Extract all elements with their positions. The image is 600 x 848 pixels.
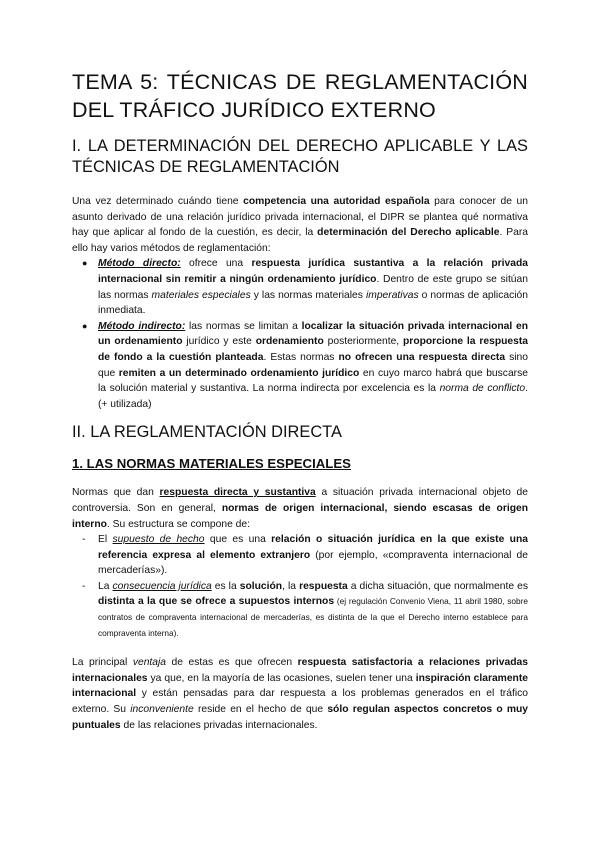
dash-icon: - <box>82 580 86 592</box>
text-run: y están pensadas para dar respuesta a los problemas generados en el tráfico externo. Su <box>72 688 528 716</box>
text-run: reside en el hecho de que <box>193 704 328 716</box>
text-run: Método indirecto: <box>98 320 186 332</box>
text-run: supuesto de hecho <box>112 534 205 546</box>
text-run: respuesta <box>299 580 348 592</box>
subsection-heading-text: 1. LAS NORMAS MATERIALES ESPECIALES <box>72 456 351 472</box>
text-run: sólo regulan aspectos concretos o muy puntuales <box>72 704 528 731</box>
text-run: que es una <box>204 534 272 546</box>
section-2-closing <box>72 655 528 733</box>
bullet-icon: ● <box>82 320 88 331</box>
text-run: respuesta directa y sustantiva <box>159 487 316 499</box>
text-run: (por ejemplo, «compraventa internacional de mercaderías»). <box>98 549 528 577</box>
text-run: consecuencia jurídica <box>112 580 212 592</box>
text-run: . Estas normas <box>263 351 339 363</box>
text-run: ya que, en la mayoría de las ocasiones, suelen tener una <box>147 672 416 684</box>
text-run: de estas es que ofrecen <box>166 657 298 669</box>
text-run: posteriormente, <box>323 336 404 348</box>
text-run: o normas de aplicación inmediata. <box>98 289 528 317</box>
text-run: El <box>98 534 113 546</box>
section-2-intro <box>72 485 528 532</box>
text-run: respuesta satisfactoria a relaciones privadas internacionales <box>72 657 528 684</box>
list-item-text <box>98 534 528 576</box>
list-item-indirect-method <box>72 319 528 413</box>
text-run: . Su estructura se compone de: <box>106 518 250 530</box>
list-item-consecuencia <box>72 579 528 641</box>
document-title <box>72 68 528 124</box>
text-run: , la <box>282 580 300 592</box>
bullet-icon: ● <box>82 258 88 269</box>
text-run: . (+ utilizada) <box>98 383 528 410</box>
text-run: solución <box>239 580 283 592</box>
section-1-heading: I. LA DETERMINACIÓN DEL DERECHO APLICABLE Y LAS TÉCNICAS DE REGLAMENTACIÓN <box>72 137 528 176</box>
text-run: La principal <box>72 657 133 669</box>
text-run: jurídico y este <box>182 336 256 348</box>
title-line-2: DEL TRÁFICO JURÍDICO EXTERNO <box>72 98 436 122</box>
text-run: ofrece una <box>180 258 252 270</box>
methods-list <box>72 256 528 412</box>
text-run: normas de origen internacional, siendo escasas de origen interno <box>72 502 528 530</box>
text-run: Una vez determinado cuándo tiene <box>72 196 244 207</box>
text-run: determinación del Derecho aplicable <box>317 227 500 239</box>
text-run: localizar la situación privada internacional en un ordenamiento <box>98 320 529 348</box>
text-run: inspiración claramente internacional <box>72 672 529 700</box>
text-run: (ej regulación Convenio Viena, 11 abril 1980, sobre contratos de compraventa internacional de mercaderías, es distinta de la que el Derecho interno establece para compraventa interna). <box>98 596 528 638</box>
list-item-supuesto <box>72 532 528 579</box>
text-run: a dicha situación, que normalmente es <box>347 580 528 592</box>
document-page <box>72 68 528 733</box>
text-run: norma de conflicto <box>439 383 526 395</box>
text-run: imperativas <box>365 289 419 301</box>
text-run: materiales especiales <box>151 289 251 301</box>
text-run: remiten a un determinado ordenamiento jurídico <box>118 367 360 379</box>
text-run: Normas que dan <box>72 487 160 499</box>
text-run: distinta a la que se ofrece a supuestos internos <box>98 596 335 608</box>
text-run: no ofrecen una respuesta directa <box>338 351 506 363</box>
text-run: Método directo: <box>98 258 181 270</box>
text-run: sino que <box>98 351 528 379</box>
text-run: para conocer de un asunto derivado de una relación jurídico privada internacional, el DIPR se plantea qué normativa hay que aplicar al fondo de la cuestión, es decir, la <box>72 196 528 239</box>
text-run: es la <box>211 580 240 592</box>
text-run: inconveniente <box>130 704 194 716</box>
structure-list <box>72 532 528 641</box>
list-item-direct-method <box>72 256 528 318</box>
text-run: . Dentro de este grupo se sitúan las normas <box>98 273 528 301</box>
text-run: competencia una autoridad española <box>243 196 430 207</box>
dash-icon: - <box>82 534 86 546</box>
text-run: a situación privada internacional objeto de controversia. Son en general, <box>72 487 529 514</box>
list-item-text <box>98 581 528 639</box>
list-item-text <box>98 321 528 410</box>
text-run: en cuyo marco habrá que buscarse la solución material y sustantiva. La norma indirecta por excelencia es la <box>98 367 528 395</box>
text-run: proporcione la respuesta de fondo a la cuestión planteada <box>98 336 529 363</box>
text-run: ventaja <box>132 657 167 669</box>
list-item-text <box>98 258 528 316</box>
text-run: relación o situación jurídica en la que existe una referencia expresa al elemento extranjero <box>98 534 528 561</box>
text-run: . Para ello hay varios métodos de reglamentación: <box>72 227 528 254</box>
text-run: de las relaciones privadas internacionales. <box>120 719 318 731</box>
text-run: las normas se limitan a <box>185 320 302 332</box>
text-run: respuesta jurídica sustantiva a la relación privada internacional sin remitir a ningún ordenamiento jurídico <box>98 258 528 285</box>
text-run: ordenamiento <box>255 336 324 348</box>
subsection-heading <box>72 455 528 473</box>
section-1-intro <box>72 194 528 256</box>
title-line-1: TEMA 5: TÉCNICAS DE REGLAMENTACIÓN <box>72 70 528 94</box>
section-2-heading: II. LA REGLAMENTACIÓN DIRECTA <box>72 423 342 442</box>
text-run: La <box>98 580 113 592</box>
text-run: y las normas materiales <box>250 289 366 301</box>
